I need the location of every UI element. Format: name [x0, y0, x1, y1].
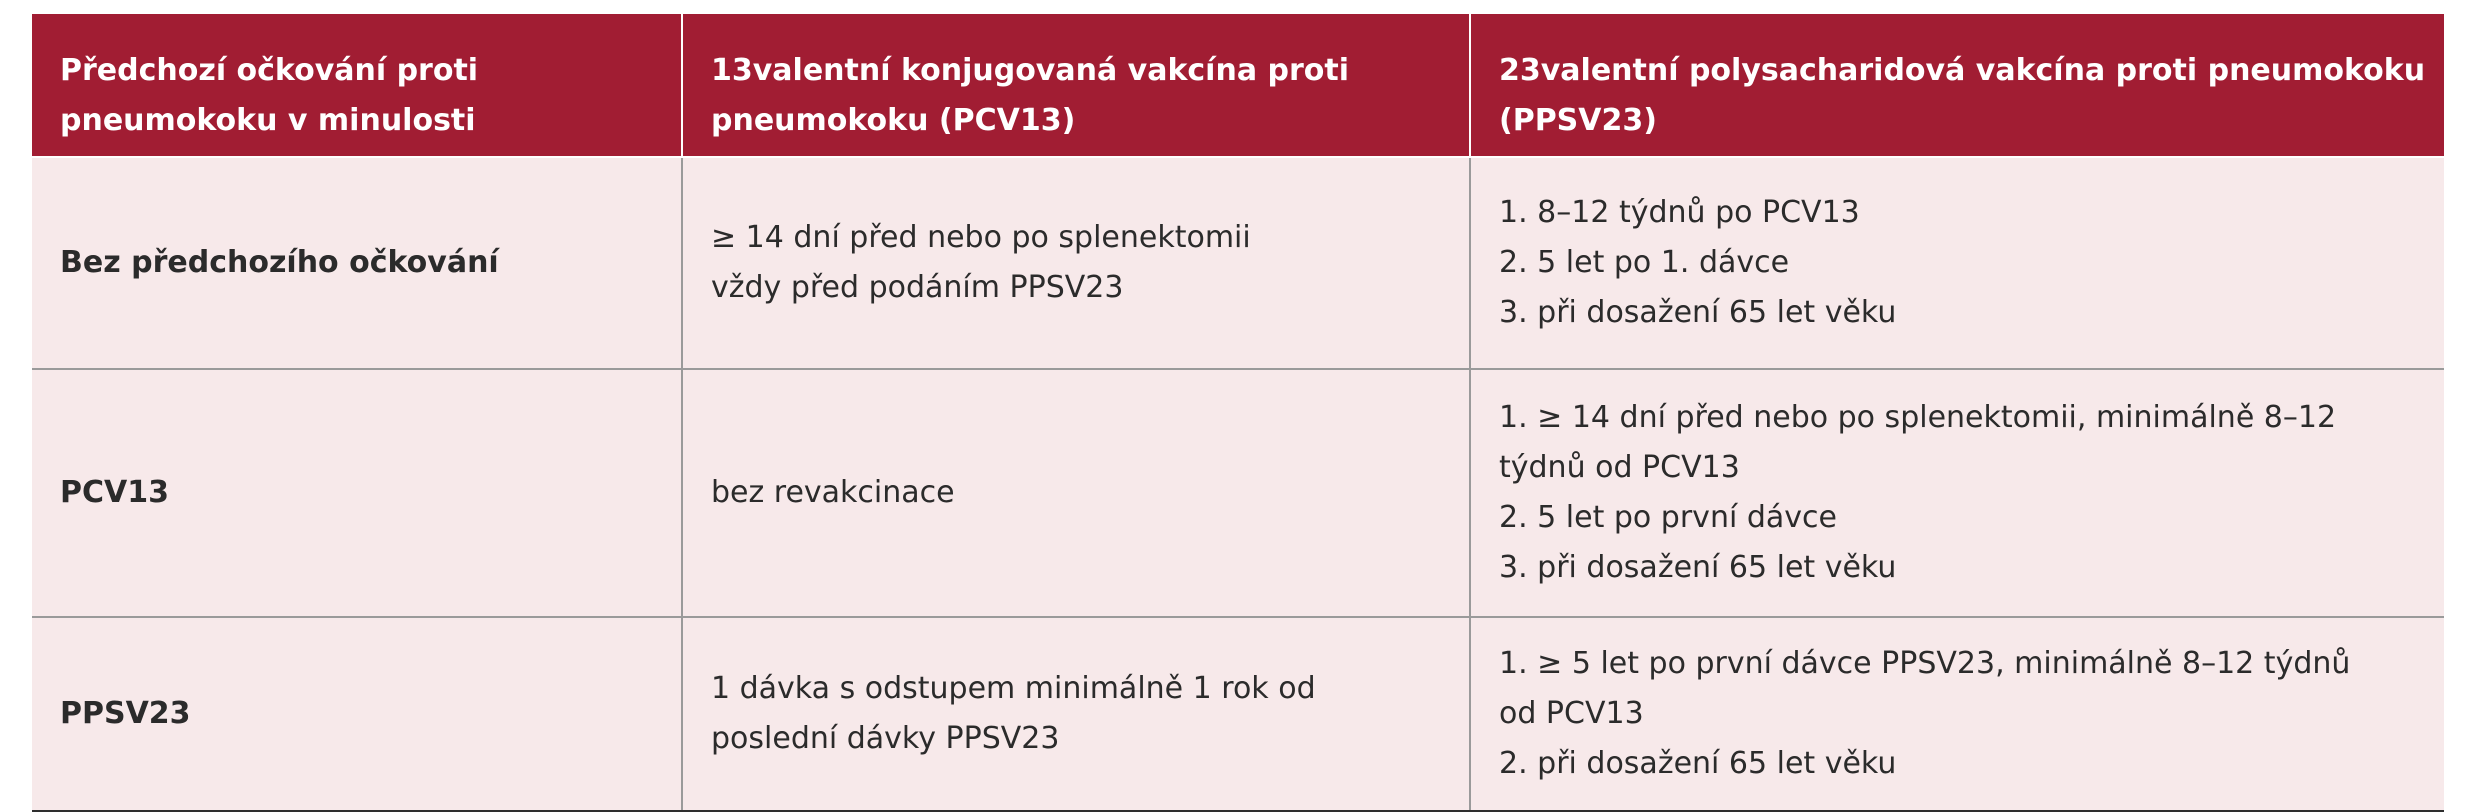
header-text: pneumokoku (PCV13) — [711, 103, 1076, 138]
cell-text: vždy před podáním PPSV23 — [711, 270, 1124, 305]
cell-prior — [32, 617, 682, 811]
header-text: pneumokoku v minulosti — [60, 103, 476, 138]
header-text: (PPSV23) — [1499, 103, 1657, 138]
table-row — [32, 617, 2444, 811]
cell-text: poslední dávky PPSV23 — [711, 721, 1060, 756]
header-text: 13valentní konjugovaná vakcína proti — [711, 53, 1350, 88]
cell-text: ≥ 14 dní před nebo po splenektomii — [711, 220, 1251, 255]
cell-prior — [32, 157, 682, 369]
cell-text: Bez předchozího očkování — [60, 245, 499, 280]
table-row — [32, 369, 2444, 617]
cell-text: 1. ≥ 14 dní před nebo po splenektomii, minimálně 8–12 — [1499, 400, 2337, 435]
cell-text: PPSV23 — [60, 696, 191, 731]
table-row — [32, 157, 2444, 369]
cell-prior — [32, 369, 682, 617]
cell-pcv13 — [682, 617, 1470, 811]
cell-text: 2. při dosažení 65 let věku — [1499, 746, 1897, 781]
cell-text: týdnů od PCV13 — [1499, 450, 1740, 485]
cell-text: 2. 5 let po 1. dávce — [1499, 245, 1790, 280]
table-body — [32, 157, 2444, 811]
cell-text: 1. ≥ 5 let po první dávce PPSV23, minimálně 8–12 týdnů — [1499, 646, 2351, 681]
header-text: Předchozí očkování proti — [60, 53, 479, 88]
cell-pcv13 — [682, 157, 1470, 369]
cell-ppsv23 — [1470, 369, 2444, 617]
cell-text: od PCV13 — [1499, 696, 1644, 731]
table-header — [32, 14, 2444, 157]
vaccination-schedule-table — [32, 14, 2444, 812]
header-pcv13 — [682, 14, 1470, 157]
cell-text: PCV13 — [60, 475, 169, 510]
header-text: 23valentní polysacharidová vakcína proti pneumokoku — [1499, 53, 2426, 88]
vaccination-table-container — [32, 14, 2444, 784]
cell-text: bez revakcinace — [711, 475, 955, 510]
header-row — [32, 14, 2444, 157]
cell-pcv13 — [682, 369, 1470, 617]
cell-text: 3. při dosažení 65 let věku — [1499, 295, 1897, 330]
cell-text: 1. 8–12 týdnů po PCV13 — [1499, 195, 1860, 230]
cell-ppsv23 — [1470, 617, 2444, 811]
cell-text: 3. při dosažení 65 let věku — [1499, 550, 1897, 585]
header-prior-vaccination — [32, 14, 682, 157]
cell-ppsv23 — [1470, 157, 2444, 369]
header-ppsv23 — [1470, 14, 2444, 157]
cell-text: 2. 5 let po první dávce — [1499, 500, 1837, 535]
cell-text: 1 dávka s odstupem minimálně 1 rok od — [711, 671, 1316, 706]
